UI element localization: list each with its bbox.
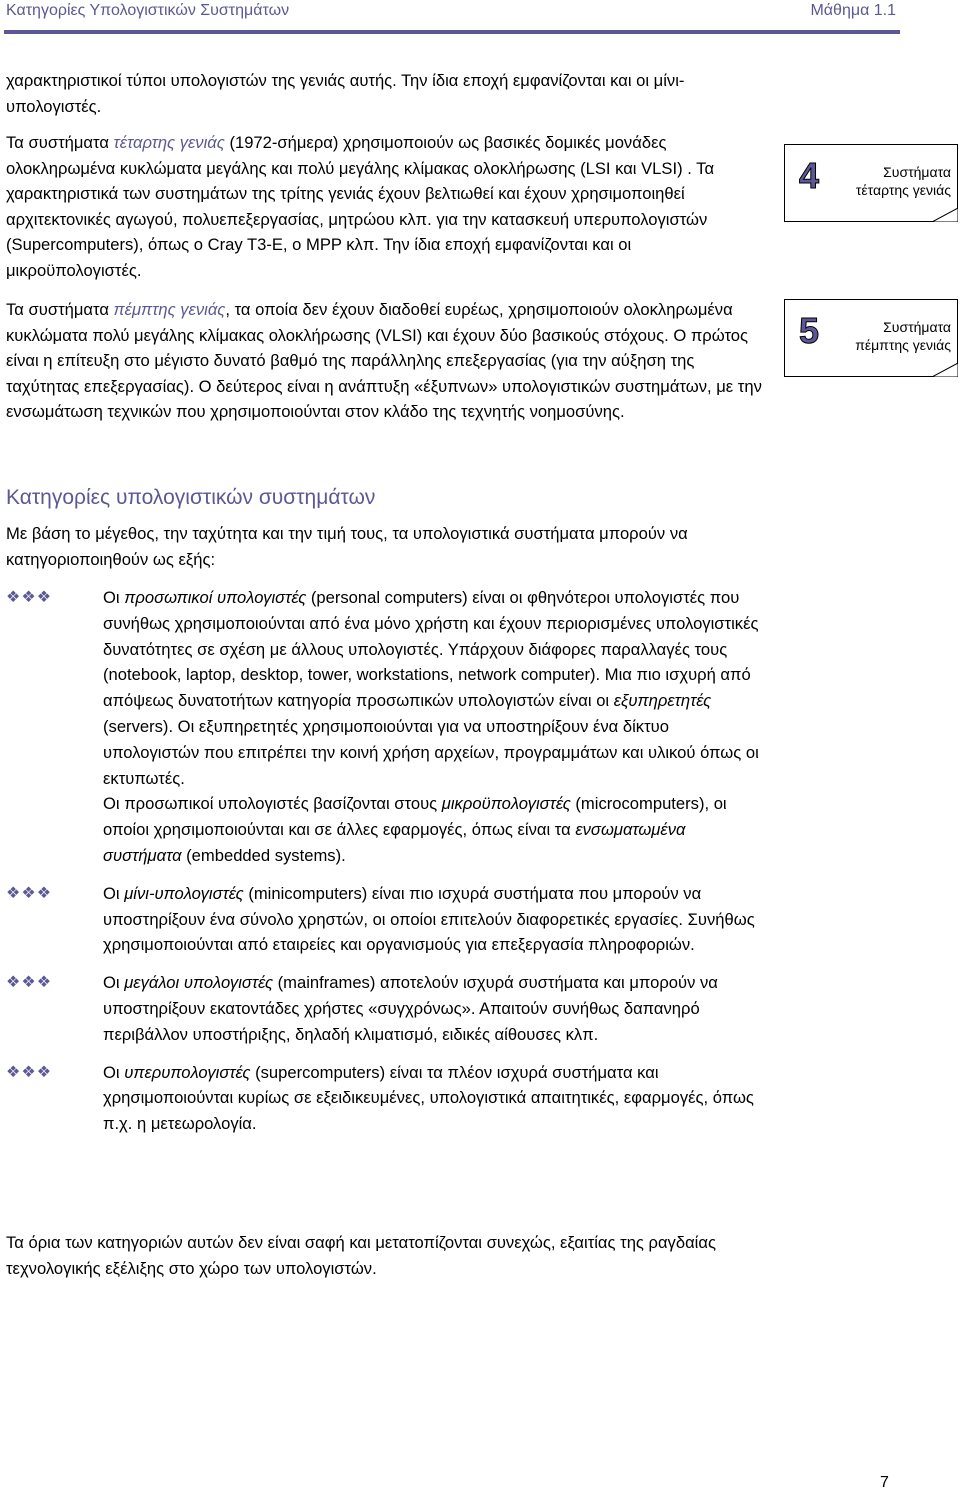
margin-note-fourth-generation xyxy=(784,144,958,222)
term-mainframes: μεγάλοι υπολογιστές xyxy=(124,973,274,993)
fourth-gen-prefix: Τα συστήματα xyxy=(6,133,114,152)
fifth-gen-prefix: Τα συστήματα xyxy=(6,300,114,319)
margin-note-line2: τέταρτης γενιάς xyxy=(855,182,951,198)
classification-intro: Με βάση το μέγεθος, την ταχύτητα και την τιμή τους, τα υπολογιστικά συστήματα μπορούν να κατηγοριοποιηθούν ως εξής: xyxy=(6,524,688,569)
diamond-bullet-icon: ❖❖❖ xyxy=(6,974,53,992)
page-header xyxy=(0,0,900,34)
page-fold-icon xyxy=(932,363,958,377)
fifth-gen-emphasis: πέμπτης γενιάς xyxy=(113,300,226,319)
category-list xyxy=(6,585,766,1149)
term-microcomputers: μικροϋπολογιστές xyxy=(441,794,571,814)
header-rule xyxy=(4,30,900,34)
margin-note-label xyxy=(855,318,951,354)
margin-note-line2: πέμπτης γενιάς xyxy=(855,337,951,353)
header-lesson-number: Μάθημα 1.1 xyxy=(810,2,896,19)
fourth-gen-text: (1972-σήμερα) χρησιμοποιούν ως βασικές δομικές μονάδες ολοκληρωμένα κυκλώματα μεγάλης και πολύ μεγάλης κλίμακας ολοκλήρωσης (LSI και VLSI) . Τα χαρακτηριστικά των συστημάτων της τρίτης γενιάς έχουν βελτιωθεί και έχουν χρησιμοποιηθεί αρχιτεκτονικές αγωγού, πολυεπεξεργασίας, μητρώου κλπ. για την κατασκευή υπερυπολογιστών (Supercomputers), όπως ο Cray T3-E, ο MPP κλπ. Την ίδια εποχή εμφανίζονται και οι μικροϋπολογιστές. xyxy=(6,133,715,280)
closing-paragraph: Τα όρια των κατηγοριών αυτών δεν είναι σαφή και μετατοπίζονται συνεχώς, εξαιτίας της ραγδαίας τεχνολογικής εξέλιξης στο χώρο των υπολογιστών. xyxy=(6,1233,716,1278)
margin-note-number: 4 xyxy=(799,155,820,196)
list-item-personal-computers xyxy=(6,585,766,869)
margin-note-line1: Συστήματα xyxy=(883,319,951,335)
fourth-generation-paragraph xyxy=(6,130,766,283)
category-text: Οι προσωπικοί υπολογιστές (personal computers) είναι οι φθηνότεροι υπολογιστές που συνήθως χρησιμοποιούνται από ένα μόνο χρήστη και έχουν περιορισμένες υπολογιστικές δυνατότητες σε σχέση με άλλους υπολογιστές. Υπάρχουν διάφορες παραλλαγές τους (notebook, laptop, desktop, tower, workstations, network computer). Μια πιο ισχυρή από απόψεως δυνατοτήτων κατηγορία προσωπικών υπολογιστών είναι οι εξυπηρετητές (servers). Οι εξυπηρετητές χρησιμοποιούνται για να υποστηρίξουν ένα δίκτυο υπολογιστών που επιτρέπει την κοινή χρήση αρχείων, προγραμμάτων και υλικού όπως οι εκτυπωτές. xyxy=(103,588,759,788)
margin-note-line1: Συστήματα xyxy=(883,164,951,180)
fourth-gen-emphasis: τέταρτης γενιάς xyxy=(113,133,225,152)
list-item-supercomputers xyxy=(6,1060,766,1137)
list-item-mainframes xyxy=(6,970,766,1047)
list-item-minicomputers xyxy=(6,881,766,958)
term-embedded-systems: ενσωματωμένα συστήματα xyxy=(103,820,686,865)
term-servers: εξυπηρετητές xyxy=(613,691,712,711)
page-fold-icon xyxy=(932,208,958,222)
fifth-generation-paragraph xyxy=(6,297,766,425)
margin-note-number: 5 xyxy=(799,310,820,351)
category-text-continued: Οι προσωπικοί υπολογιστές βασίζονται στους μικροϋπολογιστές (microcomputers), οι οποίοι χρησιμοποιούνται και σε άλλες εφαρμογές, όπως είναι τα ενσωματωμένα συστήματα (embedded systems). xyxy=(103,794,727,865)
margin-note-fifth-generation xyxy=(784,299,958,377)
term-personal-computers: προσωπικοί υπολογιστές xyxy=(124,588,307,607)
term-minicomputers: μίνι-υπολογιστές xyxy=(124,883,244,903)
category-text: Οι μεγάλοι υπολογιστές (mainframes) αποτελούν ισχυρά συστήματα και μπορούν να υποστηρίξουν εκατοντάδες χρήστες «συγχρόνως». Απαιτούν συνήθως δαπανηρό περιβάλλον υποστήριξης, δηλαδή κλιματισμό, ειδικές αίθουσες κλπ. xyxy=(103,973,718,1044)
diamond-bullet-icon: ❖❖❖ xyxy=(6,1063,53,1081)
margin-note-label xyxy=(856,163,951,199)
header-chapter-title: Κατηγορίες Υπολογιστικών Συστημάτων xyxy=(6,2,290,19)
section-heading: Κατηγορίες υπολογιστικών συστημάτων xyxy=(6,486,376,509)
term-supercomputers: υπερυπολογιστές xyxy=(124,1062,251,1082)
category-text: Οι υπερυπολογιστές (supercomputers) είναι τα πλέον ισχυρά συστήματα και χρησιμοποιούνται κυρίως σε εξειδικευμένες, υπολογιστικά απαιτητικές, εφαρμογές, όπως π.χ. η μετεωρολογία. xyxy=(103,1062,754,1134)
fifth-gen-text: , τα οποία δεν έχουν διαδοθεί ευρέως, χρησιμοποιούν ολοκληρωμένα κυκλώματα πολύ μεγάλης κλίμακας ολοκλήρωσης (VLSI) και έχουν δύο βασικούς στόχους. Ο πρώτος είναι η επίτευξη στο μέγιστο δυνατό βαθμό της παράλληλης επεξεργασίας (για την αύξηση της ταχύτητας επεξεργασίας). Ο δεύτερος είναι η ανάπτυξη «έξυπνων» υπολογιστικών συστημάτων, με την ενσωμάτωση τεχνικών που χρησιμοποιούνται στον κλάδο της τεχνητής νοημοσύνης. xyxy=(6,300,762,421)
intro-paragraph: χαρακτηριστικοί τύποι υπολογιστών της γενιάς αυτής. Την ίδια εποχή εμφανίζονται και οι μίνι-υπολογιστές. xyxy=(6,71,685,116)
diamond-bullet-icon: ❖❖❖ xyxy=(6,589,53,606)
page-number: 7 xyxy=(880,1474,889,1491)
diamond-bullet-icon: ❖❖❖ xyxy=(6,884,53,902)
category-text: Οι μίνι-υπολογιστές (minicomputers) είναι πιο ισχυρά συστήματα που μπορούν να υποστηρίξουν ένα σύνολο χρηστών, οι οποίοι επιτελούν διαφορετικές εργασίες. Συνήθως χρησιμοποιούνται από εταιρείες και οργανισμούς για επεξεργασία πληροφοριών. xyxy=(103,883,755,955)
